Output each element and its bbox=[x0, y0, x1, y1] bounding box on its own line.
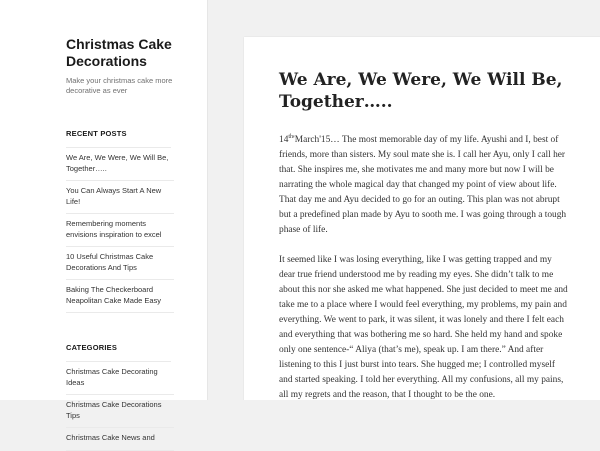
category-link[interactable]: Christmas Cake Decorating Ideas bbox=[66, 367, 158, 387]
post-title: We Are, We Were, We Will Be, Together….. bbox=[279, 70, 563, 112]
post-date-day: 14 bbox=[279, 135, 289, 145]
sidebar bbox=[0, 0, 208, 442]
post-paragraph bbox=[279, 133, 569, 238]
post-content bbox=[279, 133, 569, 400]
recent-post-item bbox=[66, 247, 174, 280]
recent-post-item bbox=[66, 280, 174, 313]
site-description: Make your christmas cake more decorative as ever bbox=[66, 76, 173, 95]
category-link[interactable]: Christmas Cake News and bbox=[66, 433, 155, 442]
categories-widget bbox=[66, 343, 171, 451]
recent-post-link[interactable]: You Can Always Start A New Life! bbox=[66, 186, 162, 206]
post-paragraph: It seemed like I was losing everything, like I was getting trapped and my dear true friend understood me by reading my eyes. She didn’t talk to me about this nor she asked me what happened. She just decided to meet me and take me to a place where I would feel everything, my problems, my pain and everything. We went to park, it was silent, it was lonely and there I felt each and everything that was bothering me so hard. She held my hand and spoke only one sentence-“ Aliya (that’s me), speak up. I am there.” And after listening to this I just burst into tears. She hugged me; I controlled myself and started speaking. I told her everything. All my confusions, all my pains, all my regrets and the reason, that I thought to be the one. bbox=[279, 255, 568, 400]
categories-heading: CATEGORIES bbox=[66, 343, 118, 352]
post-date-suffix: th bbox=[288, 133, 294, 140]
post-article bbox=[244, 37, 600, 400]
recent-post-link[interactable]: Remembering moments envisions inspiration to excel bbox=[66, 219, 162, 239]
category-link[interactable]: Christmas Cake Decorations Tips bbox=[66, 400, 162, 420]
recent-posts-widget bbox=[66, 129, 171, 313]
recent-post-link[interactable]: We Are, We Were, We Will Be, Together….. bbox=[66, 153, 169, 173]
recent-post-item bbox=[66, 181, 174, 214]
recent-post-link[interactable]: 10 Useful Christmas Cake Decorations And Tips bbox=[66, 252, 154, 272]
post-paragraph-text: 'March'15… The most memorable day of my life. Ayushi and I, best of friends, more than sisters. My soul mate she is. I call her Ayu, only I call her that. She inspires me, she motivates me and many more but now I will be narrating the whole magical day that changed my point of view about life. That day me and Ayu decided to go for an outing. This plan was not abrupt but a predefined plan made by Ayu to sooth me. I was going through a tough phase of life. bbox=[279, 135, 567, 235]
main-content bbox=[208, 0, 600, 400]
category-item bbox=[66, 428, 174, 451]
recent-post-item bbox=[66, 214, 174, 247]
recent-posts-heading: RECENT POSTS bbox=[66, 129, 127, 138]
recent-post-link[interactable]: Baking The Checkerboard Neapolitan Cake Made Easy bbox=[66, 285, 162, 305]
recent-posts-list bbox=[66, 147, 171, 313]
categories-list bbox=[66, 361, 171, 451]
recent-post-item bbox=[66, 148, 174, 181]
site-title[interactable]: Christmas Cake Decorations bbox=[66, 36, 172, 69]
category-item bbox=[66, 362, 174, 395]
